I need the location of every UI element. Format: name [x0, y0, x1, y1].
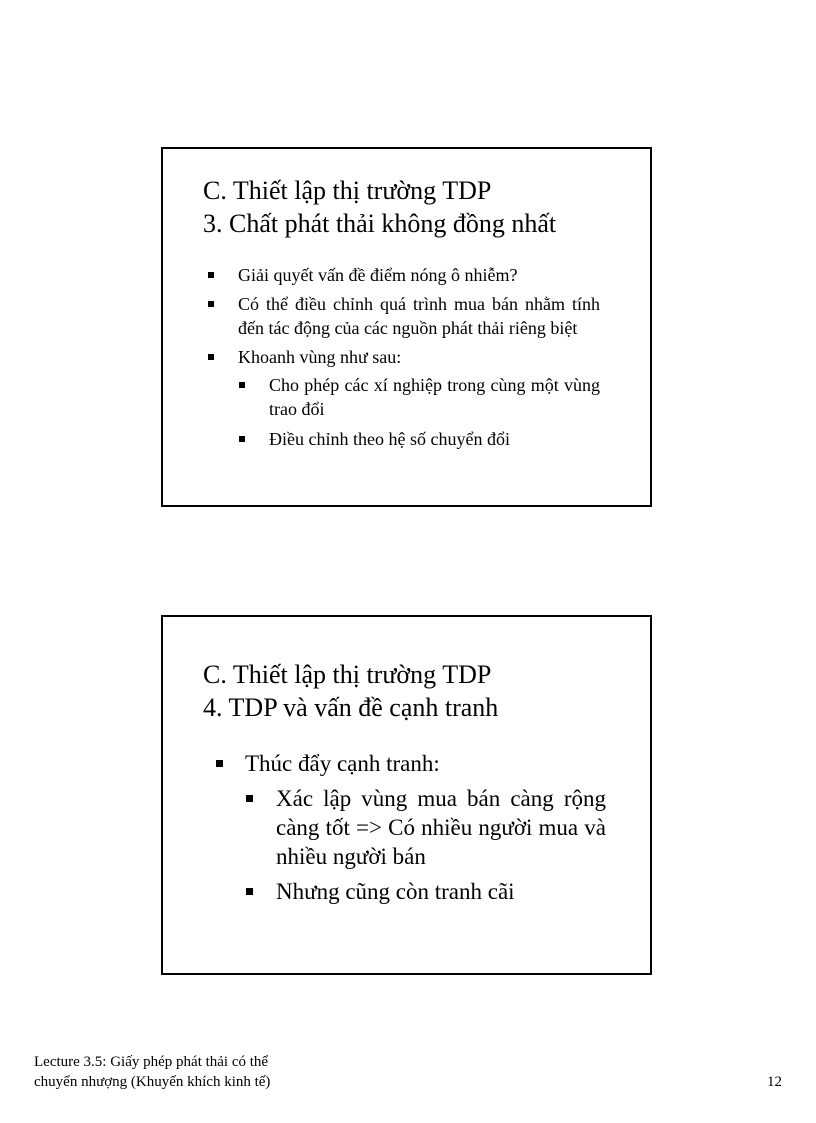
sub-bullet-text: Điều chỉnh theo hệ số chuyển đổi — [269, 429, 510, 449]
slide-title — [203, 659, 630, 724]
list-item — [207, 263, 600, 287]
square-bullet-icon — [208, 272, 214, 278]
list-item — [215, 749, 606, 906]
page-number: 12 — [767, 1074, 782, 1090]
sub-bullet-list — [245, 784, 606, 906]
footer-line-2: chuyển nhượng (Khuyến khích kinh tế) — [34, 1074, 271, 1090]
sub-list-item — [245, 877, 606, 906]
sub-list-item — [238, 427, 600, 451]
square-bullet-icon — [216, 760, 223, 767]
slide-3 — [161, 147, 652, 507]
slide-title-line-1: C. Thiết lập thị trường TDP — [203, 660, 492, 689]
footer-lecture-title — [34, 1052, 364, 1092]
sub-list-item — [245, 784, 606, 871]
bullet-text: Thúc đẩy cạnh tranh: — [245, 751, 440, 776]
slide-title-line-1: C. Thiết lập thị trường TDP — [203, 176, 492, 205]
slide-title-line-2: 4. TDP và vấn đề cạnh tranh — [203, 692, 499, 722]
sub-bullet-text: Xác lập vùng mua bán càng rộng càng tốt => Có nhiều người mua và nhiều người bán — [276, 786, 606, 869]
square-bullet-icon — [246, 888, 253, 895]
slide-4 — [161, 615, 652, 975]
footer-line-1: Lecture 3.5: Giấy phép phát thải có thể — [34, 1054, 269, 1070]
square-bullet-icon — [246, 795, 253, 802]
list-item — [207, 345, 600, 451]
square-bullet-icon — [239, 382, 245, 388]
sub-bullet-list — [238, 373, 600, 451]
bullet-text: Khoanh vùng như sau: — [238, 347, 402, 367]
square-bullet-icon — [239, 436, 245, 442]
list-item — [207, 292, 600, 340]
bullet-text: Giải quyết vấn đề điểm nóng ô nhiễm? — [238, 265, 518, 285]
square-bullet-icon — [208, 301, 214, 307]
sub-list-item — [238, 373, 600, 421]
bullet-text: Có thể điều chỉnh quá trình mua bán nhằm tính đến tác động của các nguồn phát thải riêng biệt — [238, 294, 600, 338]
square-bullet-icon — [208, 354, 214, 360]
slide-title — [203, 175, 630, 240]
sub-bullet-text: Cho phép các xí nghiệp trong cùng một vùng trao đổi — [269, 375, 600, 419]
sub-bullet-text: Nhưng cũng còn tranh cãi — [276, 879, 515, 904]
bullet-list — [215, 749, 606, 912]
slide-title-line-2: 3. Chất phát thải không đồng nhất — [203, 208, 557, 238]
bullet-list — [207, 263, 600, 457]
